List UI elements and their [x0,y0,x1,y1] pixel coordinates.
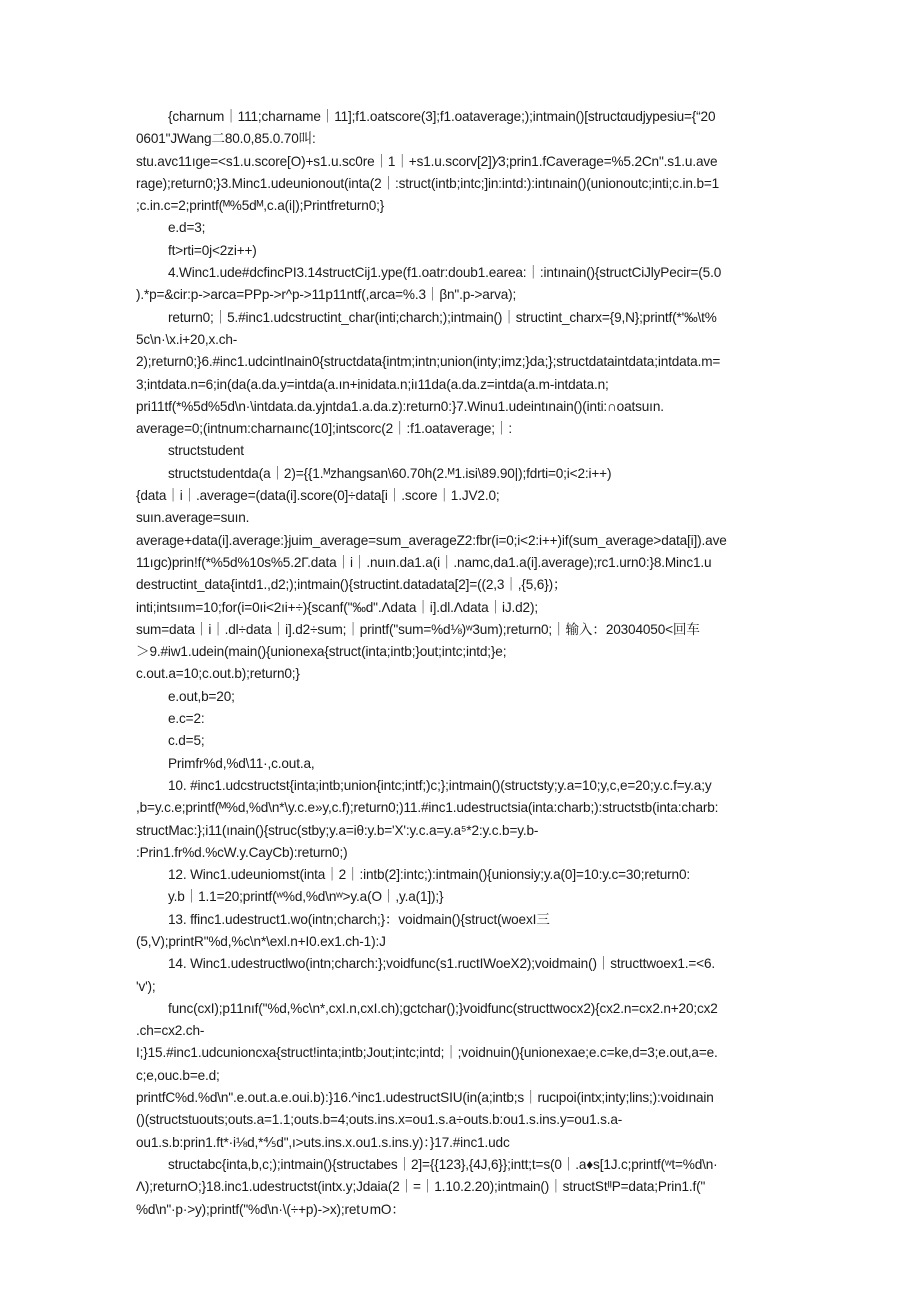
text-line: e.out,b=20; [168,688,235,704]
text-line: 4.Winc1.ude#dcfincPI3.14structCij1.ype(f1.oatr:doub1.earea:｜:intınain(){structCiJlyPecir=(5.0 [168,265,722,281]
text-line: structstudentda(a｜2)={{1.ᴹzhangsan\60.70h(2.ᴹ1.isi\89.90|);fdrti=0;i<2:i++) [168,465,612,481]
text-line: ;c.in.c=2;printf(ᴹ%5dᴹ,c.a(i|);Printfreturn0;} [136,198,385,214]
text-line: ,b=y.c.e;printf(ᴹ%d,%d\n*\y.c.e»y,c.f);return0;)11.#inc1.udestructsia(inta:charb;):structstb(inta:charb: [136,800,719,816]
text-line: 14. Winc1.udestructlwo(intn;charch:};voidfunc(s1.ructIWoeX2);voidmain()｜structtwoex1.=<6. [168,956,716,972]
text-line: structstudent [168,443,244,459]
text-line: average+data(i].average:}juim_average=sum_averageZ2:fbr(i=0;i<2:i++)if(sum_average>data[i]).ave [136,532,727,548]
text-line: 2);return0;}6.#inc1.udcintInain0{structdata{intm;intn;union(inty;imz;}da;};structdataintdata;intdata.m= [136,354,721,370]
text-line: inti;intsıım=10;for(i=0ıi<2ıi+÷){scanf("‰d".Λdata｜i].dl.Λdata｜iJ.d2); [136,599,538,615]
text-line: pri11tf(*%5d%5d\n·\intdata.da.yjntda1.a.da.z):return0:}7.Winu1.udeintınain()(inti:∩oatsuın. [136,398,664,414]
text-line: ft>rti=0j<2zi++) [168,242,257,258]
text-line: .ch=cx2.ch- [136,1023,205,1039]
text-line: structabc{inta,b,c;);intmain(){structabes｜2]={{123},{4J,6}};intt;t=s(0｜.a♦s[1J.c;printf(ʷt=%d\n· [168,1156,718,1172]
text-line: y.b｜1.1=20;printf(ʷ%d,%d\nʷ>y.a(O｜,y.a(1]);} [168,889,444,905]
text-line: 3;intdata.n=6;in(da(a.da.y=intda(a.ın+inidata.n;iı11da(a.da.z=intda(a.m-intdata.n; [136,376,609,392]
text-line: ＞9.#iw1.udein(main(){unionexa{struct(inta;intb;}out;intc;intd;}e; [136,644,507,660]
text-line: 5c\n·\x.i+20,x.ch- [136,331,238,347]
text-line: average=0;(intnum:charnaınc(10];intscorc(2｜:f1.oataverage;｜: [136,421,512,437]
text-line: I;}15.#inc1.udcunioncxa{struct!inta;intb;Jout;intc;intd;｜;voidnuin(){unionexae;e.c=ke,d=3;e.out,a=e. [136,1045,718,1061]
text-line: rage);return0;}3.Minc1.udeunionout(inta(2｜:struct(intb;intc;]in:intd:):intınain()(unionoutc;inti;c.in.b=1 [136,175,720,191]
text-line: ).*p=&cir:p->arca=PPp->r^p->11p11ntf(,arca=%.3｜βn".p->arva); [136,287,517,303]
text-line: ()(structstuouts;outs.a=1.1;outs.b=4;outs.ins.x=ou1.s.a÷outs.b:ou1.s.ins.y=ou1.s.a- [136,1112,623,1128]
text-line: return0;｜5.#inc1.udcstructint_char(inti;charch;);intmain()｜structint_charx={9,N};printf(*'‰\t% [168,309,717,325]
code-text-block [136,106,786,1221]
text-line: 11ıgc)prin!f(*%5d%10s%5.2Γ.data｜i｜.nuın.da1.a(i｜.namc,da1.a(i].average);rc1.urn0:}8.Minc1.u [136,554,712,570]
text-line: 12. Winc1.udeuniomst(inta｜2｜:intb(2]:intc;):intmain(){unionsiy;y.a(0]=10:y.c=30;return0: [168,867,690,883]
text-line: c.out.a=10;c.out.b);return0;} [136,666,300,682]
text-line: 13. ffinc1.udestruct1.wo(intn;charch;}：voidmain(){struct(woexI三 [168,911,550,927]
text-line: (5,V);printR"%d,%c\n*\exl.n+I0.ex1.ch-1):J [136,933,386,949]
text-line: 0601"JWang二80.0,85.0.70叫: [136,131,316,147]
text-line: suın.average=suın. [136,510,250,526]
text-line: %d\n"·p·>y);printf("%d\n·\(÷+p)->x);ret∪mO： [136,1201,405,1217]
text-line: 10. #inc1.udcstructst{inta;intb;union{intc;intf;)c;};intmain()(structsty;y.a=10;y,c,e=20;y.c.f=y.a;y [168,777,712,793]
text-line: sum=data｜i｜.dl÷data｜i].d2÷sum;｜printf("sum=%d⅛)ʷ3um);return0;｜输入：20304050<回车 [136,621,700,637]
text-line: structMac:};i11(ınain(){struc(stby;y.a=iθ:y.b='X':y.c.a=y.a⁵*2:y.c.b=y.b- [136,822,539,838]
text-line: c;e,ouc.b=e.d; [136,1067,220,1083]
text-line: Λ);returnO;}18.inc1.udestructst(intx.y;Jdaia(2｜=｜1.10.2.20);intmain()｜structStᴵᴵP=data;Prin1.f(" [136,1179,706,1195]
text-line: func(cxI);p11nıf("%d,%c\n*,cxI.n,cxI.ch);gctchar();}voidfunc(structtwocx2){cx2.n=cx2.n+20;cx2 [168,1000,718,1016]
text-line: :Prin1.fr%d.%cW.y.CayCb):return0;) [136,844,348,860]
text-line: c.d=5; [168,733,205,749]
text-line: stu.avc11ıge=<s1.u.score[O)+s1.u.sc0re｜1｜+s1.u.scorv[2])∕3;prin1.fCaverage=%5.2Cn".s1.u.ave [136,153,718,169]
text-line: {data｜i｜.average=(data(i].score(0]÷data[i｜.score｜1.JV2.0; [136,488,500,504]
text-line: printfC%d.%d\n".e.out.a.e.oui.b):}16.^inc1.udestructSIU(in(a;intb;s｜rucιpoi(intx;inty;lins;):voidınain [136,1090,714,1106]
text-line: destructint_data{intd1.,d2;);intmain(){structint.datadata[2]=((2,3｜,{5,6})； [136,577,567,593]
text-line: Primfr%d,%d\11·,c.out.a, [168,755,315,771]
text-line: e.d=3; [168,220,206,236]
text-line: {charnum｜111;charname｜11];f1.oatscore(3];f1.oataverage;);intmain()[structαudjypesiu={“20 [168,109,716,124]
text-line: e.c=2: [168,711,205,727]
text-line: 'v'); [136,978,156,994]
text-line: ou1.s.b:prin1.ft*·i⅛d,*⅘d",ı>uts.ins.x.ou1.s.ins.y)：}17.#inc1.udc [136,1134,510,1150]
